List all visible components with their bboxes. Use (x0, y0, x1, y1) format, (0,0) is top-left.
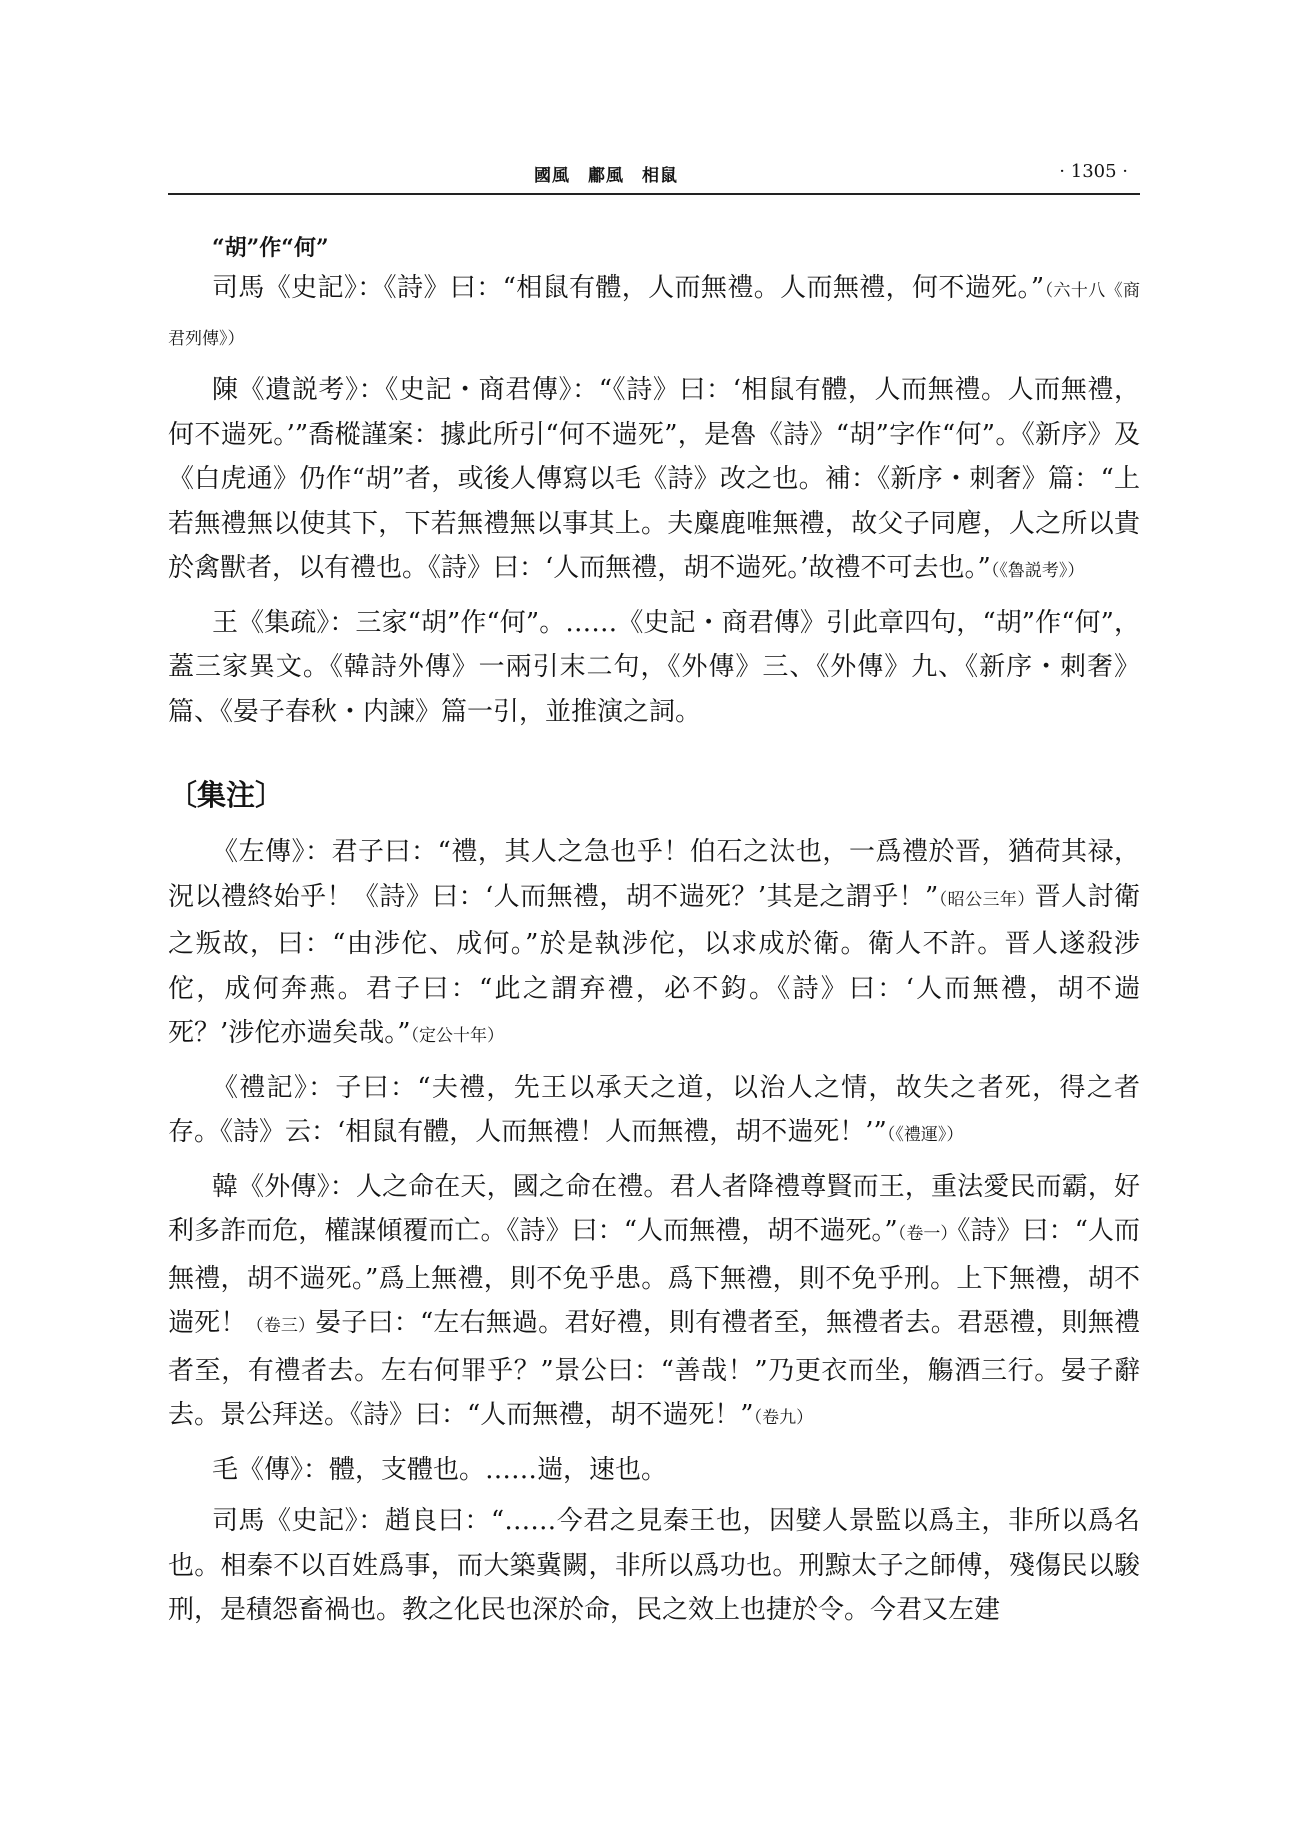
paragraph-wang (168, 601, 1140, 735)
paragraph-text: 毛《傳》：體，支體也。……遄，速也。 (212, 1454, 668, 1485)
citation-ref: （昭公三年） (938, 889, 1035, 910)
citation-ref: （卷一） (897, 1224, 958, 1244)
paragraph-text: 《詩》曰：“人而無禮，胡不遄死。”爲上無禮，則不免乎患。爲下無禮，則不免乎刑。上下無禮，胡不遄死！ (168, 1216, 1141, 1338)
paragraph-text: 晏子曰：“左右無過。君好禮，則有禮者至，無禮者去。君惡禮，則無禮者至，有禮者去。左右何罪乎？”景公曰：“善哉！”乃更衣而坐，觴酒三行。晏子辭去。景公拜送。《詩》曰：“人而無禮，胡不遄死！” (168, 1308, 1140, 1430)
paragraph-liji (168, 1066, 1140, 1158)
citation-ref: （六十八《商君列傳》） (168, 281, 1140, 349)
citation-ref: （定公十年） (410, 1026, 505, 1046)
paragraph-shiji (168, 266, 1140, 361)
citation-ref: （《禮運》） (886, 1125, 964, 1145)
paragraph-hanwaizhuan (168, 1165, 1140, 1441)
section-subtitle: “胡”作“何” (212, 235, 329, 261)
paragraph-text: 《左傳》：君子曰：“禮，其人之急也乎！伯石之汰也，一爲禮於晋，猶荷其禄，況以禮終始乎！《詩》曰：‘人而無禮，胡不遄死？’其是之謂乎！” (168, 837, 1140, 912)
paragraph-shiji-zhaoliang (168, 1499, 1140, 1633)
paragraph-text: 王《集疏》：三家“胡”作“何”。……《史記・商君傳》引此章四句，“胡”作“何”，蓋三家異文。《韓詩外傳》一兩引末二句，《外傳》三、《外傳》九、《新序・刺奢》篇、《晏子春秋・内諫》篇一引，並推演之詞。 (168, 607, 1140, 727)
paragraph-text: 晋人討衛之叛故，曰：“由涉佗、成何。”於是執涉佗，以求成於衛。衛人不許。晋人遂殺涉佗，成何奔燕。君子曰：“此之謂弃禮，必不鈞。《詩》曰：‘人而無禮，胡不遄死？’涉佗亦遄矣哉。” (168, 881, 1140, 1048)
citation-ref: （卷三） (246, 1316, 316, 1336)
paragraph-text: 《禮記》：子曰：“夫禮，先王以承天之道，以治人之情，故失之者死，得之者存。《詩》云：‘相鼠有體，人而無禮！人而無禮，胡不遄死！’” (168, 1072, 1140, 1147)
page-body (168, 220, 1140, 1640)
paragraph-maozhuan (168, 1448, 1140, 1493)
paragraph-text: 司馬《史記》：趙良曰：“……今君之見秦王也，因嬖人景監以爲主，非所以爲名也。相秦不以百姓爲事，而大築冀闕，非所以爲功也。刑黥太子之師傅，殘傷民以駿刑，是積怨畜禍也。教之化民也深於命，民之效上也捷於令。今君又左建 (168, 1506, 1140, 1625)
citation-ref: （《魯説考》） (990, 561, 1085, 581)
paragraph-text: 韓《外傳》：人之命在天，國之命在禮。君人者降禮尊賢而王，重法愛民而霸，好利多詐而危，權謀傾覆而亡。《詩》曰：“人而無禮，胡不遄死。” (168, 1171, 1140, 1246)
page-header (168, 155, 1140, 195)
paragraph-text: 司馬《史記》：《詩》曰：“相鼠有體，人而無禮。人而無禮，何不遄死。” (212, 273, 1045, 303)
page-number: · 1305 · (1059, 161, 1128, 182)
citation-ref: （卷九） (753, 1408, 814, 1428)
header-rule (168, 193, 1140, 195)
section-heading-jizhu: 〔集注〕 (168, 778, 285, 812)
paragraph-zuozhuan (168, 830, 1140, 1059)
paragraph-text: 陳《遺説考》：《史記・商君傳》：“《詩》曰：‘相鼠有體，人而無禮。人而無禮，何不遄死。’”喬樅謹案：據此所引“何不遄死”，是魯《詩》“胡”字作“何”。《新序》及《白虎通》仍作“胡”者，或後人傳寫以毛《詩》改之也。補：《新序・刺奢》篇：“上若無禮無以使其下，下若無禮無以事其上。夫麋鹿唯無禮，故父子同麀，人之所以貴於禽獸者，以有禮也。《詩》曰：‘人而無禮，胡不遄死。’故禮不可去也。” (168, 375, 1140, 583)
running-title: 國風 鄘風 相鼠 (534, 166, 678, 186)
paragraph-chen (168, 368, 1140, 594)
